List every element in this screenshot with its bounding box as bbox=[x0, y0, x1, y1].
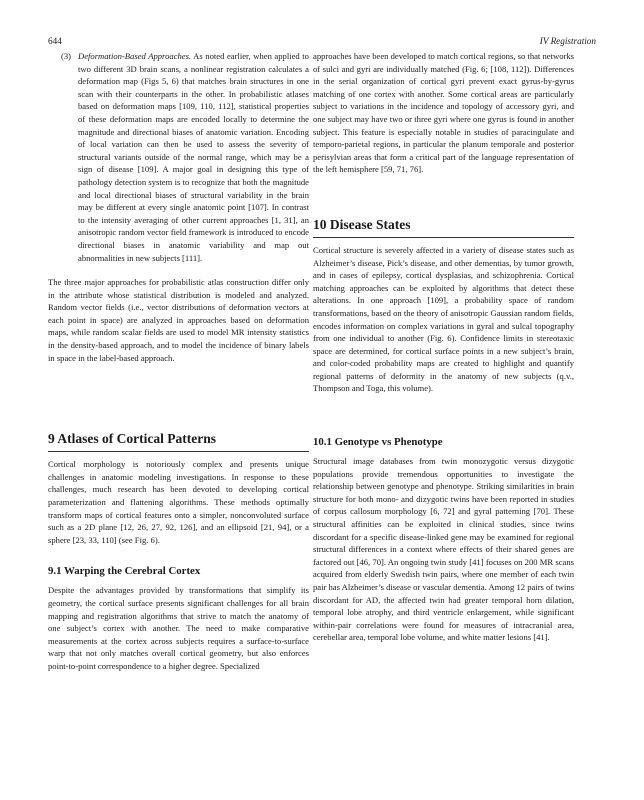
running-header bbox=[48, 36, 596, 50]
list-item-text: As noted earlier, when applied to two different 3D brain scans, a nonlinear registration calculates a deformation map (Figs 5, 6) that matches brain structures in one scan with their counterparts in the other. In probabilistic atlases based on deformation maps [109, 110, 112], statistical properties of these deformation maps are encoded locally to determine the magnitude and directional biases of anatomic variation. Encoding of local variation can then be used to assess the severity of structural variants outside of the normal range, which may be a sign of disease [109]. A major goal in designing this type of pathology detection system is to recognize that both the magnitude and local directional biases of structural variability in the brain may be different at every single anatomic point [107]. In contrast to the intensity averaging of other current approaches [1, 31], an anisotropic random vector field framework is introduced to encode directional biases in anatomic variability and map out abnormalities in new subjects [111]. bbox=[78, 51, 309, 263]
page-number: 644 bbox=[48, 36, 62, 46]
list-item-number: (3) bbox=[61, 51, 72, 61]
section-10-1-paragraph: Structural image databases from twin monozygotic versus dizygotic populations provide tremendous opportunities to investigate the relationship between genotype and phenotype. Striking similarities in brain structure for both mono- and dizygotic twins have been reported in studies of corpus callosum morphology [6, 72] and gyral patterning [70]. These structural affinities can be exploited in clinical studies, since twins discordant for a specific disease-linked gene may be examined for regional structural differences in a context where effects of their shared genes are factored out [46, 70]. An ongoing twin study [41] focuses on 200 MR scans acquired from elderly Swedish twin pairs, where one member of each twin pair has Alzheimer’s disease or vascular dementia. Among 12 pairs of twins discordant for AD, the affected twin had greater temporal horn dilation, temporal lobe atrophy, and third ventricle enlargement, while significant within-pair correlations were found for measures of intracranial area, cerebellar area, temporal lobe volume, and white matter lesions [41]. bbox=[313, 456, 574, 643]
paragraph-continued: approaches have been developed to match cortical regions, so that networks of sulci and gyri are individually matched (Fig. 6; [108, 112]). Differences in the serial organization of cortical gyri prevent exact gyrus-by-gyrus matching of one cortex with another. Some cortical areas are particularly subject to variations in the incidence and topology of accessory gyri, and one subject may have two or three gyri where one gyrus is found in another subject. This feature is especially notable in studies of paracingulate and temporo-parietal regions, in particular the planum temporale and posterior perisylvian areas that form a critical part of the language representation of the left hemisphere [59, 71, 76]. bbox=[313, 51, 574, 175]
list-item-body bbox=[78, 50, 309, 264]
section-9-paragraph: Cortical morphology is notoriously complex and presents unique challenges in anatomic modeling investigations. In response to these challenges, much research has been devoted to developing cortical parameterization and flattening algorithms. These methods optimally transform maps of cortical features onto a simpler, nonconvoluted surface such as a 2D plane [12, 26, 27, 92, 126], and an ellipsoid [21, 94], or a sphere [23, 33, 110] (see Fig. 6). bbox=[48, 459, 309, 545]
section-9-1-paragraph: Despite the advantages provided by transformations that simplify its geometry, the cortical surface presents significant challenges for all brain mapping and registration algorithms that strive to match the anatomy of one subject’s cortex with another. The need to make comparative measurements at the cortex across subjects requires a surface-to-surface warp that not only matches overall cortical geometry, but also enforces point-to-point correspondence to a higher degree. Specialized bbox=[48, 585, 309, 671]
list-item-deformation-based bbox=[48, 50, 309, 264]
section-10-paragraph: Cortical structure is severely affected in a variety of disease states such as Alzheimer’s disease, Pick’s disease, and other dementias, by tumor growth, and in cases of epilepsy, cortical dysplasias, and schizophrenia. Cortical matching approaches can be exploited by algorithms that detect these alterations. In one approach [109], a probability space of random transformations, based on the theory of anisotropic Gaussian random fields, encodes information on complex variations in gyral and sulcal topography from one individual to another (Fig. 6). Confidence limits in stereotaxic space are determined, for cortical surface points in a new subject’s brain, and color-coded probability maps are created to highlight and quantify regional patterns of deformity in the anatomy of new subjects (q.v., Thompson and Toga, this volume). bbox=[313, 244, 574, 394]
left-column bbox=[48, 50, 309, 673]
section-10-1-heading: 10.1 Genotype vs Phenotype bbox=[313, 436, 443, 449]
section-9-1-heading: 9.1 Warping the Cerebral Cortex bbox=[48, 565, 201, 578]
paragraph-three-approaches: The three major approaches for probabilistic atlas construction differ only in the attribute whose statistical distribution is modeled and analyzed. Random vector fields (i.e., vector distributions of deformation vectors at each point in space) are analyzed in approaches based on deformation maps, while random scalar fields are used to model MR intensity statistics in the density-based approach, and to model the incidence of binary labels in space in the label-based approach. bbox=[48, 277, 309, 363]
section-9-heading: 9 Atlases of Cortical Patterns bbox=[48, 430, 309, 452]
right-column bbox=[313, 50, 574, 644]
list-item-lead: Deformation-Based Approaches. bbox=[78, 51, 192, 61]
section-10-heading: 10 Disease States bbox=[313, 216, 574, 238]
running-title: IV Registration bbox=[539, 36, 596, 46]
